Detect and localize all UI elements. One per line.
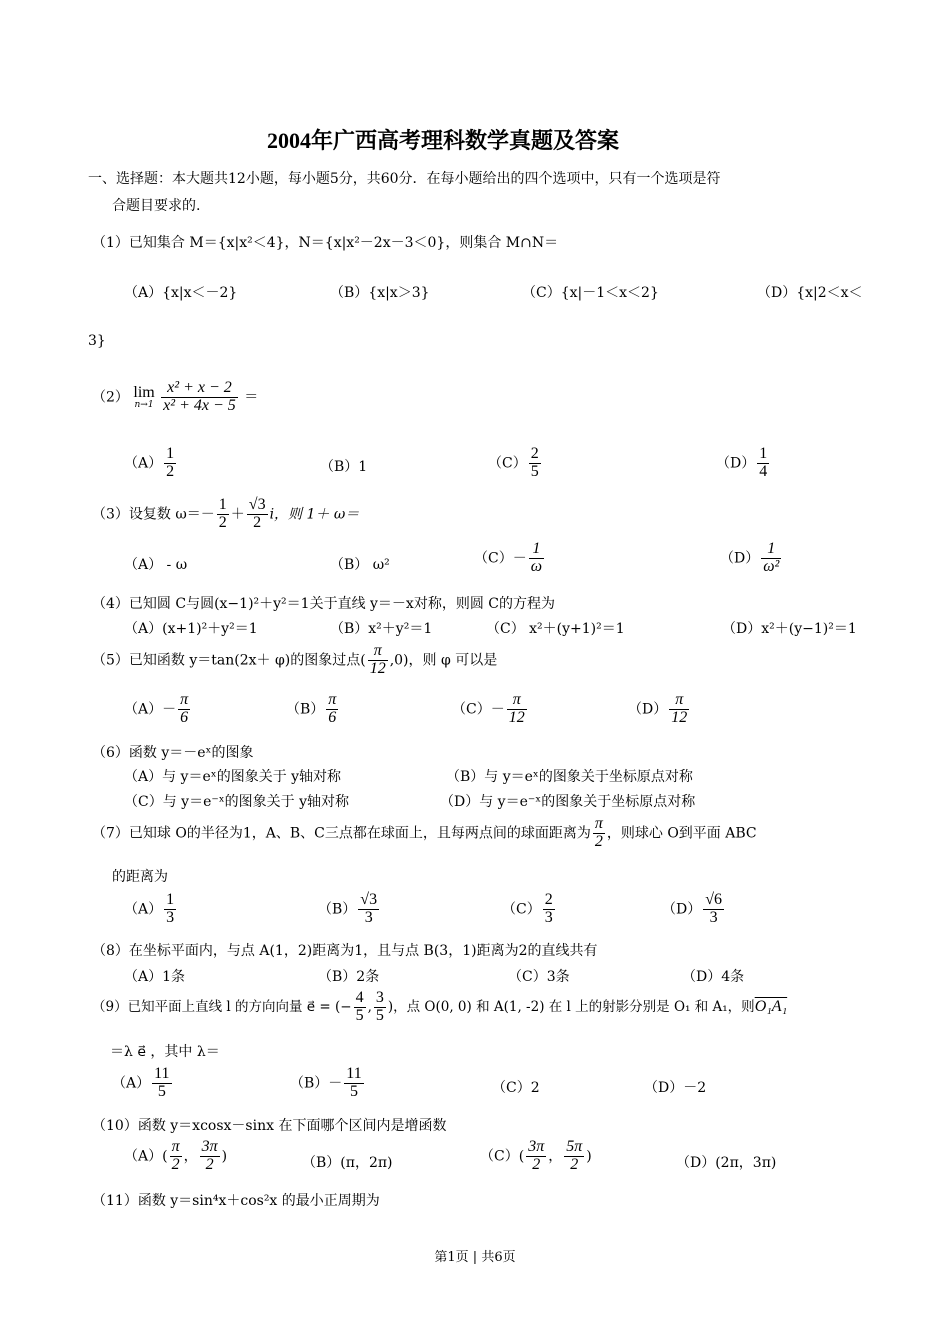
q9-option-b-fraction xyxy=(344,1066,363,1101)
q9-stem xyxy=(92,990,787,1025)
num: 11 xyxy=(346,1065,362,1082)
num: 3 xyxy=(375,989,384,1006)
den: 2 xyxy=(171,1155,180,1173)
q2-option-a xyxy=(124,446,178,481)
q4-option-c: （C） x²＋(y+1)²＝1 xyxy=(486,621,625,637)
den: 5 xyxy=(355,1006,364,1024)
q1-option-b: （B）{x|x＞3} xyxy=(330,285,430,301)
num: √3 xyxy=(360,891,378,908)
q5-point-fraction xyxy=(368,643,388,678)
q7-stem xyxy=(92,816,757,851)
q2-option-d xyxy=(716,446,771,481)
q4-stem: （4）已知圆 C与圆(x−1)²＋y²＝1关于直线 y＝－x对称，则圆 C的方程为 xyxy=(92,596,555,612)
q9-option-a-label: （A） xyxy=(112,1075,151,1092)
q2-option-c xyxy=(488,446,543,481)
q3-option-d-label: （D） xyxy=(720,550,760,567)
q10-option-a-label: （A）( xyxy=(124,1148,168,1165)
q6-option-d: （D）与 y＝e⁻ˣ的图象关于坐标原点对称 xyxy=(440,794,696,810)
q8-option-a: （A）1条 xyxy=(124,969,186,985)
q2-equals: ＝ xyxy=(244,389,259,406)
q3-option-c xyxy=(474,541,546,576)
q5-lead: （5）已知函数 y＝tan(2x＋ φ)的图象过点( xyxy=(92,652,366,669)
q9-fraction-1 xyxy=(354,990,366,1025)
q7-option-c-label: （C） xyxy=(502,901,541,918)
q2-lead: （2） xyxy=(92,389,129,406)
q7-option-b-fraction xyxy=(358,892,379,927)
q5-option-d-fraction xyxy=(669,692,689,727)
q5-stem xyxy=(92,643,497,678)
den: 2 xyxy=(218,513,227,531)
q5-option-a-label: （A）－ xyxy=(124,701,177,718)
den: 12 xyxy=(671,708,688,726)
num: √6 xyxy=(705,891,723,908)
q8-option-d: （D）4条 xyxy=(682,969,745,985)
q10-option-d: （D）(2π，3π) xyxy=(676,1155,777,1171)
den: ω² xyxy=(763,557,780,575)
q7-tail: ，则球心 O到平面 ABC xyxy=(606,825,757,842)
den: 12 xyxy=(508,708,525,726)
den: 2 xyxy=(253,513,262,531)
q10-option-c-fraction-2 xyxy=(564,1139,584,1174)
num: 1 xyxy=(761,541,781,559)
q4-option-d: （D）x²＋(y−1)²＝1 xyxy=(722,621,857,637)
num: π xyxy=(368,643,388,661)
num: √3 xyxy=(248,496,266,513)
q9-option-b xyxy=(290,1066,366,1101)
q7-option-d xyxy=(662,892,726,927)
num: π xyxy=(669,692,689,710)
q9-comma: , xyxy=(367,998,372,1015)
q8-stem: （8）在坐标平面内，与点 A(1，2)距离为1，且与点 B(3，1)距离为2的直线共有 xyxy=(92,943,598,959)
q5-option-b-label: （B） xyxy=(286,701,325,718)
den: 5 xyxy=(350,1082,358,1100)
q3-option-d xyxy=(720,541,783,576)
den: 6 xyxy=(328,708,337,726)
q9-vector: O₁A₁ xyxy=(754,997,788,1015)
q3-option-a: （A） - ω xyxy=(124,557,188,573)
q5-option-b xyxy=(286,692,340,727)
q2-lim-sub: n→1 xyxy=(134,399,154,410)
den: 5 xyxy=(157,1082,166,1100)
num: 1 xyxy=(166,891,175,908)
den: 4 xyxy=(759,462,768,480)
q8-option-b: （B）2条 xyxy=(318,969,380,985)
q9-lead: （9）已知平面上直线 l 的方向向量 e⃗ = (− xyxy=(92,998,352,1015)
q6-option-b: （B）与 y＝eˣ的图象关于坐标原点对称 xyxy=(446,769,693,785)
q2-option-b: （B）1 xyxy=(320,459,368,475)
q3-tail: i，则 1＋ ω＝ xyxy=(269,506,360,523)
section-heading-line2: 合题目要求的. xyxy=(112,198,201,214)
num: 11 xyxy=(154,1065,170,1082)
q2-option-a-fraction xyxy=(164,446,176,481)
num: π xyxy=(180,691,189,708)
q2-fraction xyxy=(161,380,238,415)
q3-fraction-1 xyxy=(217,497,229,532)
section-heading-line1: 一、选择题：本大题共12小题，每小题5分，共60分．在每小题给出的四个选项中，只有一个选项是符 xyxy=(88,171,721,187)
q10-option-c xyxy=(480,1139,592,1174)
q9-tail: )，点 O(0, 0) 和 A(1, -2) 在 l 上的射影分别是 O₁ 和 A₁，则 xyxy=(387,998,755,1015)
q2-denominator: x² + 4x − 5 xyxy=(163,396,236,414)
num: 2 xyxy=(544,891,553,908)
q10-option-c-label: （C）( xyxy=(480,1148,525,1165)
q6-option-a: （A）与 y＝eˣ的图象关于 y轴对称 xyxy=(124,769,342,785)
q5-option-c-label: （C）－ xyxy=(452,701,505,718)
sep: ， xyxy=(548,1148,563,1165)
q7-option-d-fraction xyxy=(703,892,724,927)
q3-stem xyxy=(92,497,359,532)
den: 3 xyxy=(166,908,175,926)
num: 1 xyxy=(218,496,227,513)
q2-option-d-fraction xyxy=(757,446,769,481)
q7-option-a-fraction xyxy=(164,892,176,927)
den: 12 xyxy=(369,659,386,677)
q3-lead: （3）设复数 ω＝－ xyxy=(92,506,215,523)
q11-stem: （11）函数 y＝sin⁴x＋cos²x 的最小正周期为 xyxy=(92,1193,380,1209)
q1-option-c: （C）{x|－1＜x＜2} xyxy=(522,285,659,301)
q10-stem: （10）函数 y＝xcosx－sinx 在下面哪个区间内是增函数 xyxy=(92,1118,447,1134)
q5-tail: ,0)，则 φ 可以是 xyxy=(389,652,498,669)
q2-option-c-fraction xyxy=(529,446,541,481)
q1-stem: （1）已知集合 M＝{x|x²＜4}，N＝{x|x²－2x－3＜0}，则集合 M∩N＝ xyxy=(92,235,559,251)
num: π xyxy=(507,692,527,710)
num: 3π xyxy=(201,1138,218,1155)
q3-fraction-2 xyxy=(247,497,268,532)
q1-option-a: （A）{x|x＜－2} xyxy=(124,285,238,301)
q2-lim: lim xyxy=(133,383,155,401)
q2-option-a-label: （A） xyxy=(124,455,163,472)
q2-option-d-label: （D） xyxy=(716,455,756,472)
q7-option-d-label: （D） xyxy=(662,901,702,918)
q2-numerator: x² + x − 2 xyxy=(161,380,238,398)
den: 5 xyxy=(375,1006,384,1024)
den: 3 xyxy=(544,908,553,926)
den: 2 xyxy=(205,1155,214,1173)
page-title: 2004年广西高考理科数学真题及答案 xyxy=(267,128,620,153)
q5-option-c xyxy=(452,692,529,727)
num: π xyxy=(594,815,603,832)
den: 5 xyxy=(530,462,539,480)
q10-option-b: （B）(π，2π) xyxy=(302,1155,393,1171)
sep: ， xyxy=(183,1148,198,1165)
q3-option-c-label: （C）－ xyxy=(474,550,527,567)
q7-option-b-label: （B） xyxy=(318,901,357,918)
q3-plus: ＋ xyxy=(230,506,245,523)
q10-option-c-fraction-1 xyxy=(526,1139,546,1174)
q3-option-b: （B） ω² xyxy=(330,557,390,573)
q6-option-c: （C）与 y＝e⁻ˣ的图象关于 y轴对称 xyxy=(124,794,350,810)
q9-option-c: （C）2 xyxy=(492,1080,540,1096)
den: 2 xyxy=(532,1155,541,1173)
q10-option-a-fraction-1 xyxy=(170,1139,182,1174)
q7-option-a xyxy=(124,892,178,927)
q2-line xyxy=(92,380,258,415)
q5-option-d-label: （D） xyxy=(628,701,668,718)
q10-option-a xyxy=(124,1139,227,1174)
q9-option-a-fraction xyxy=(152,1066,171,1101)
num: 1 xyxy=(166,445,175,462)
den: 2 xyxy=(166,462,175,480)
q9-option-b-label: （B）－ xyxy=(290,1075,343,1092)
q9-option-d: （D）－2 xyxy=(644,1080,707,1096)
end: ) xyxy=(221,1148,228,1165)
q8-option-c: （C）3条 xyxy=(508,969,570,985)
num: 1 xyxy=(759,445,768,462)
num: π xyxy=(328,691,337,708)
q3-option-d-fraction xyxy=(761,541,781,576)
q7-option-a-label: （A） xyxy=(124,901,163,918)
q9-fraction-2 xyxy=(374,990,386,1025)
q10-option-a-fraction-2 xyxy=(200,1139,220,1174)
q6-stem: （6）函数 y＝－eˣ的图象 xyxy=(92,745,254,761)
q5-option-c-fraction xyxy=(507,692,527,727)
q5-option-a-fraction xyxy=(178,692,190,727)
q1-option-d-wrap: 3} xyxy=(88,333,106,349)
q7-option-c-fraction xyxy=(543,892,555,927)
den: 2 xyxy=(570,1155,579,1173)
den: 3 xyxy=(364,908,373,926)
q7-option-b xyxy=(318,892,381,927)
num: 3π xyxy=(528,1138,545,1155)
q5-option-b-fraction xyxy=(326,692,338,727)
q3-option-c-fraction xyxy=(529,541,544,576)
num: 2 xyxy=(530,445,539,462)
num: 5π xyxy=(566,1138,583,1155)
num: 4 xyxy=(355,989,364,1006)
num: 1 xyxy=(529,541,544,559)
q5-option-a xyxy=(124,692,192,727)
q4-option-a: （A）(x+1)²＋y²＝1 xyxy=(124,621,258,637)
den: 2 xyxy=(594,832,603,850)
q2-option-c-label: （C） xyxy=(488,455,527,472)
den: ω xyxy=(530,557,543,575)
q4-option-b: （B）x²＋y²＝1 xyxy=(330,621,433,637)
num: π xyxy=(171,1138,180,1155)
q7-lead: （7）已知球 O的半径为1，A、B、C三点都在球面上，且每两点间的球面距离为 xyxy=(92,825,591,842)
den: 6 xyxy=(180,708,189,726)
q7-stem-line2: 的距离为 xyxy=(112,869,168,885)
q7-fraction xyxy=(593,816,605,851)
q5-option-d xyxy=(628,692,691,727)
q9-stem-line2: ＝λ e⃗ ，其中 λ＝ xyxy=(110,1044,220,1060)
q9-option-a xyxy=(112,1066,174,1101)
page-footer: 第1页 | 共6页 xyxy=(434,1250,516,1265)
end: ) xyxy=(586,1148,592,1165)
den: 3 xyxy=(709,908,718,926)
q1-option-d: （D）{x|2＜x＜ xyxy=(757,285,863,301)
q7-option-c xyxy=(502,892,557,927)
